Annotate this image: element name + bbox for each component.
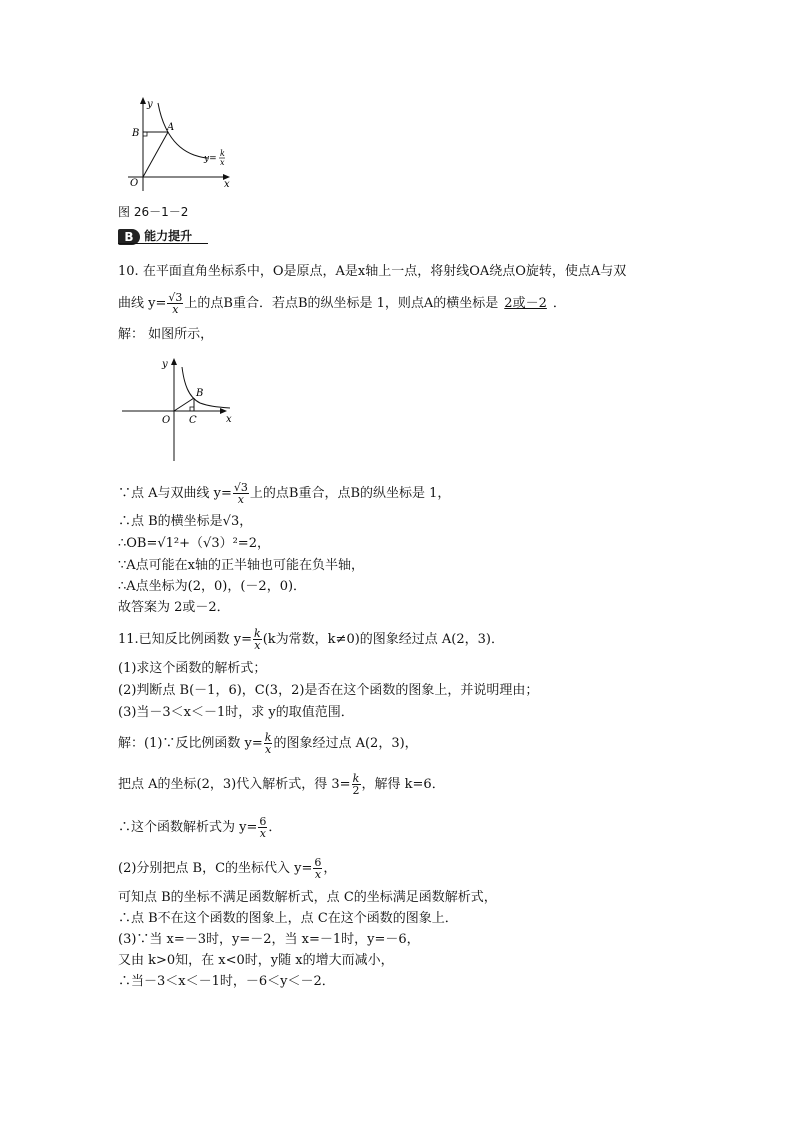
right-angle-mark <box>190 407 194 411</box>
frac-den: x <box>259 827 266 840</box>
sol10-line5: ∴A点坐标为(2，0)，(－2，0)． <box>118 579 307 594</box>
section-divider <box>118 243 208 244</box>
frac-num: k <box>352 772 360 785</box>
sol10-l1-post: 上的点B重合，点B的纵坐标是 1， <box>249 486 451 501</box>
frac-num: 6 <box>259 815 267 828</box>
q11-l1-pre: 11.已知反比例函数 y= <box>118 632 253 647</box>
q11-part2: (2)判断点 B(－1，6)，C(3，2)是否在这个函数的图象上，并说明理由； <box>118 683 539 698</box>
y-axis-arrow <box>171 358 177 365</box>
q11-sol-line3 <box>118 816 281 839</box>
q11-sol-line2 <box>118 773 445 796</box>
q11-sol-line1 <box>118 732 418 755</box>
q11-sol-line6: ∴点 B不在这个函数的图象上，点 C在这个函数的图象上． <box>118 911 458 926</box>
sol10-line4: ∵A点可能在x轴的正半轴也可能在负半轴， <box>118 558 364 573</box>
segment-oa <box>143 132 168 177</box>
frac-den: x <box>172 303 179 316</box>
q11-part1: (1)求这个函数的解析式； <box>118 661 267 676</box>
frac-den: x <box>265 743 272 756</box>
frac-num: k <box>254 627 261 640</box>
sol10-line3: ∴OB=√1²+（√3）²=2， <box>118 536 270 551</box>
q10-text1: 在平面直角坐标系中，O是原点，A是x轴上一点，将射线OA绕点O旋转，使点A与双 <box>142 264 627 279</box>
label-c: C <box>189 415 197 426</box>
figure-hyperbola-ab <box>120 95 240 195</box>
sol10-fraction <box>233 482 249 505</box>
section-badge: B <box>118 229 140 245</box>
q11-s4-fraction <box>313 857 322 880</box>
q11-s3-fraction <box>258 816 267 839</box>
sol10-line1 <box>118 482 450 505</box>
label-b: B <box>132 128 140 139</box>
q11-part3: (3)当－3＜x＜－1时，求 y的取值范围． <box>118 705 354 720</box>
label-a: A <box>167 122 175 133</box>
q11-s3-pre: ∴这个函数解析式为 y= <box>118 820 258 835</box>
segment-ob <box>174 398 194 411</box>
frac-den: x <box>254 639 261 652</box>
q11-s1-pre: 解：(1)∵反比例函数 y= <box>118 736 263 751</box>
frac-num: √3 <box>168 291 183 304</box>
q11-s4-post: ， <box>323 861 337 876</box>
label-x-den: x <box>220 158 225 167</box>
q10-line1 <box>118 263 626 281</box>
q11-s2-fraction <box>352 773 361 796</box>
q11-s4-pre: (2)分别把点 B，C的坐标代入 y= <box>118 861 313 876</box>
figure-hyperbola-bc <box>120 355 240 465</box>
q11-s1-fraction <box>264 732 273 755</box>
q10-solution-intro: 解： 如图所示， <box>118 327 214 342</box>
label-o: O <box>162 415 171 426</box>
q11-s2-pre: 把点 A的坐标(2，3)代入解析式，得 3= <box>118 777 351 792</box>
label-y: y <box>147 99 153 110</box>
label-x: x <box>226 414 232 425</box>
q11-fraction <box>253 628 262 651</box>
label-b: B <box>196 388 204 399</box>
frac-num: √3 <box>233 481 248 494</box>
frac-den: x <box>237 493 244 506</box>
q11-sol-line9: ∴当－3＜x＜－1时，－6＜y＜－2． <box>118 974 335 989</box>
q11-sol-line4 <box>118 857 336 880</box>
q11-s3-post: ． <box>268 820 282 835</box>
label-x: x <box>224 179 230 190</box>
q10-fraction <box>167 292 183 315</box>
q10-line2 <box>118 292 566 315</box>
q11-l1-post: (k为常数，k≠0)的图象经过点 A(2，3)． <box>262 632 504 647</box>
q10-text2-pre: 曲线 y= <box>118 296 167 311</box>
frac-num: 6 <box>314 856 322 869</box>
section-title: 能力提升 <box>144 229 193 243</box>
q10-answer: 2或－2 <box>504 296 547 311</box>
figure-caption: 图 26－1－2 <box>118 205 189 219</box>
q11-sol-line5: 可知点 B的坐标不满足函数解析式，点 C的坐标满足函数解析式， <box>118 890 497 905</box>
q11-line1 <box>118 628 504 651</box>
right-angle-mark <box>143 132 147 136</box>
frac-num: k <box>264 731 272 744</box>
q10-text2-post: 上的点B重合．若点B的纵坐标是 1，则点A的横坐标是 <box>184 296 499 311</box>
frac-den: x <box>314 868 322 881</box>
q11-sol-line7: (3)∵当 x=－3时，y=－2，当 x=－1时，y=－6， <box>118 932 420 947</box>
q11-s2-post: ，解得 k=6． <box>361 777 445 792</box>
label-curve: y= <box>204 154 217 164</box>
hyperbola-curve <box>158 103 208 158</box>
q11-sol-line8: 又由 k>0知，在 x<0时，y随 x的增大而减小， <box>118 953 394 968</box>
sol10-line2: ∴点 B的横坐标是√3， <box>118 514 253 529</box>
q10-number: 10. <box>118 264 139 279</box>
q11-s1-post: 的图象经过点 A(2，3)， <box>273 736 418 751</box>
label-o: O <box>130 178 139 189</box>
y-axis-arrow <box>140 97 146 104</box>
hyperbola-curve <box>182 367 230 408</box>
q10-end: ． <box>552 296 566 311</box>
sol10-line6: 故答案为 2或－2． <box>118 600 230 615</box>
label-y: y <box>162 359 168 370</box>
frac-den: 2 <box>352 784 360 797</box>
sol10-l1-pre: ∵点 A与双曲线 y= <box>118 486 232 501</box>
label-k: k <box>220 149 225 158</box>
